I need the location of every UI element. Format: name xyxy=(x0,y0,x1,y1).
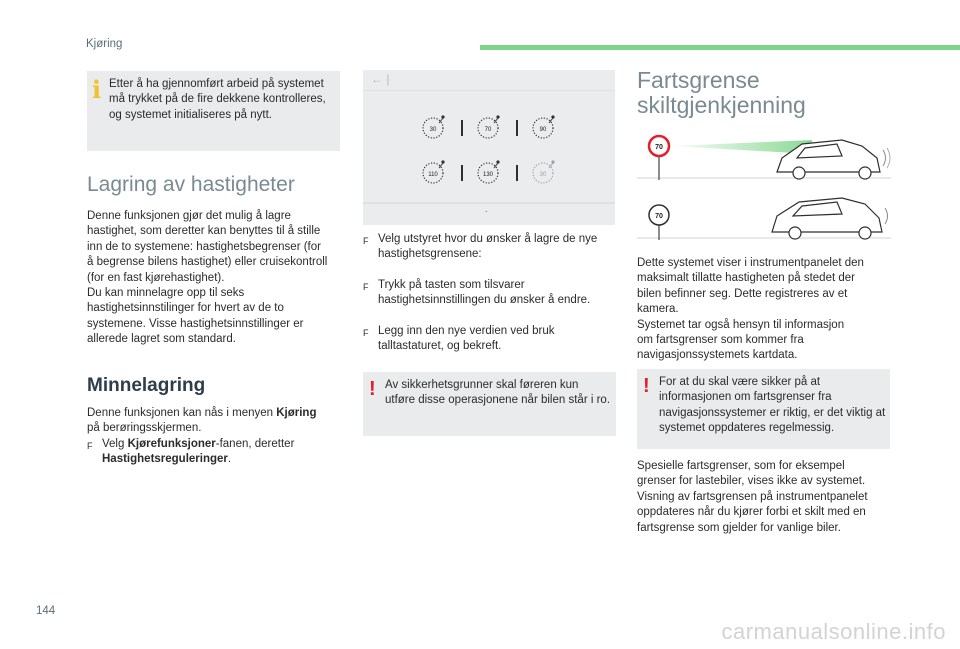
speed-limit-text: Dette systemet viser i instrumentpanelet den maksimalt tillatte hastigheten på stedet der bilen befinner seg. Dette registreres av et kamera. Systemet tar også hensyn til informasjon om fartsgrenser som kommer fra navigasjonssystemets kartdata. xyxy=(637,257,864,362)
bullet-item: F Legg inn den nye verdien ved bruk talltastaturet, og bekreft. xyxy=(363,324,555,353)
section-accent-bar xyxy=(480,45,960,50)
warning-box-right xyxy=(637,369,890,449)
watermark: carmanualsonline.info xyxy=(721,619,946,644)
heading-memory: Minnelagring xyxy=(87,375,206,396)
warning-text: For at du skal være sikker på at informasjonen om fartsgrenser fra navigasjonssystemer er riktig, er det viktig at systemet oppdateres regelmessig. xyxy=(659,376,886,435)
warning-icon: ! xyxy=(643,375,650,397)
heading-storage: Lagring av hastigheter xyxy=(87,173,295,196)
bullet-item: F Velg utstyret hvor du ønsker å lagre de nye hastighetsgrensene: xyxy=(363,233,598,261)
speed-sign-camera-illustration xyxy=(637,128,891,252)
info-text: Etter å ha gjennomført arbeid på systemet må trykket på de fire dekkene kontrolleres, og systemet initialiseres på nytt. xyxy=(109,78,326,121)
screen-bottom-bar xyxy=(363,202,615,204)
car-icon xyxy=(772,198,888,239)
svg-text:110: 110 xyxy=(428,172,438,178)
svg-text:130: 130 xyxy=(482,172,494,178)
dial-divider xyxy=(461,120,463,136)
svg-text:70: 70 xyxy=(655,213,663,220)
info-icon: i xyxy=(92,75,102,104)
svg-text:30: 30 xyxy=(429,127,437,133)
svg-text:70: 70 xyxy=(655,144,663,151)
speed-dial-90 xyxy=(530,114,556,140)
dial-divider xyxy=(516,165,518,181)
section-label: Kjøring xyxy=(86,38,123,50)
warning-text: Av sikkerhetsgrunner skal føreren kun utføre disse operasjonene når bilen står i ro. xyxy=(385,379,611,407)
memory-text: Denne funksjonen kan nås i menyen Kjøring på berøringsskjermen. F Velg Kjørefunksjoner-fanen, deretter Hastighetsreguleringer. xyxy=(87,406,347,468)
svg-text:30: 30 xyxy=(539,172,547,178)
speed-dial-70 xyxy=(475,114,501,140)
middle-bullets xyxy=(363,232,618,354)
dial-divider xyxy=(516,120,518,136)
bullet-item: F Trykk på tasten som tilsvarer hastighetsinnstillingen du ønsker å endre. xyxy=(363,278,591,307)
info-box xyxy=(87,71,340,151)
special-limits-text: Spesielle fartsgrenser, som for eksempel grenser for lastebiler, vises ikke av systemet. Visning av fartsgrensen på instrumentpanelet oppdateres når du kjører forbi et skilt med en fartsgrense som gjelder for vanlige biler. xyxy=(637,460,868,534)
speed-dial-110 xyxy=(420,159,446,185)
speed-dial-30 xyxy=(420,114,446,140)
warning-box-middle xyxy=(363,372,616,436)
touchscreen-illustration xyxy=(363,70,615,225)
dial-divider xyxy=(461,165,463,181)
speed-dial-130 xyxy=(475,159,501,185)
memory-bullet: F Velg Kjørefunksjoner-fanen, deretter Hastighetsreguleringer. xyxy=(87,437,295,466)
svg-text:70: 70 xyxy=(484,127,492,133)
svg-text:90: 90 xyxy=(539,127,547,133)
back-arrow-icon: ← | xyxy=(371,72,390,86)
screen-header xyxy=(363,70,615,91)
page-number: 144 xyxy=(36,605,56,617)
speed-dial-30-inactive xyxy=(530,159,556,185)
storage-text: Denne funksjonen gjør det mulig å lagre hastighet, som deretter kan benyttes til å stille inn de to systemene: hastighetsbegrenser (for å begrense bilens hastighet) eller cruisekontroll (for en fast kjørehastighet). Du kan minnelagre opp til seks hastighetsinnstilinger for hvert av de to systemene. Visse hastighetsinnstillinger er allerede lagret som standard. xyxy=(87,210,328,346)
screen-dot: . xyxy=(485,204,488,214)
heading-speed-limit: Fartsgrense skiltgjenkjenning xyxy=(637,67,806,118)
warning-icon: ! xyxy=(369,378,376,400)
